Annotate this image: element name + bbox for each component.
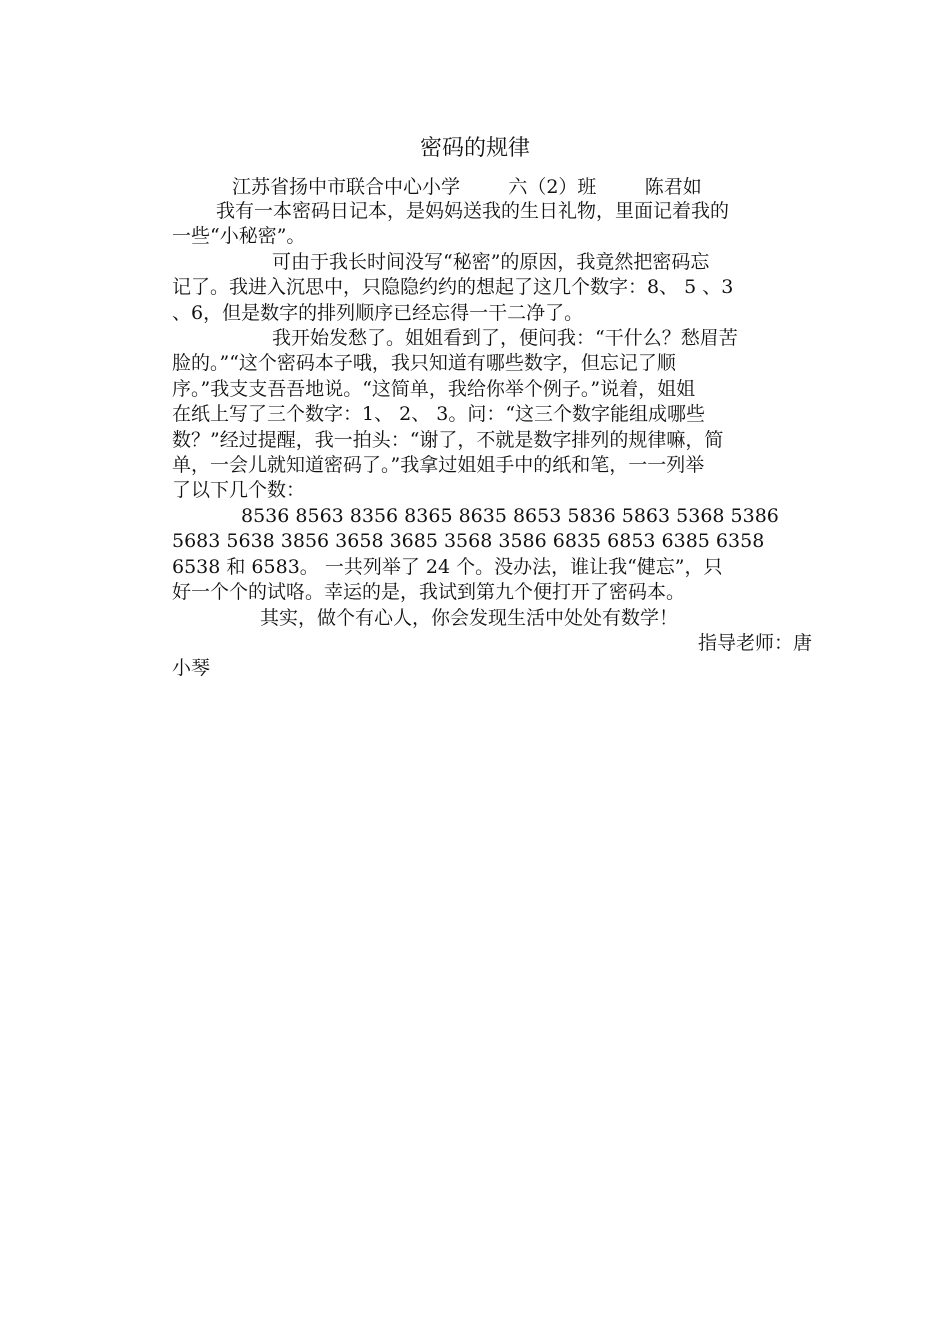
document-body — [172, 199, 812, 682]
number-list-line: 8536 8563 8356 8365 8635 8653 5836 5863 5368 5386 — [241, 504, 779, 527]
body-line: 我有一本密码日记本，是妈妈送我的生日礼物，里面记着我的 — [216, 200, 730, 222]
body-line: 序。”我支支吾吾地说。“这简单，我给你举个例子。”说着，姐姐 — [172, 377, 696, 400]
body-line: 脸的。”“这个密码本子哦，我只知道有哪些数字，但忘记了顺 — [172, 352, 676, 375]
number-list-line: 5683 5638 3856 3658 3685 3568 3586 6835 6853 6385 6358 — [172, 530, 765, 553]
conclusion-line: 其实，做个有心人，你会发现生活中处处有数学！ — [260, 606, 679, 629]
body-line: 单，一会儿就知道密码了。”我拿过姐姐手中的纸和笔，一一列举 — [172, 454, 705, 477]
body-line: 一些“小秘密”。 — [172, 225, 306, 248]
body-line: 、6，但是数字的排列顺序已经忘得一干二净了。 — [172, 301, 584, 324]
body-line: 了以下几个数： — [172, 479, 306, 502]
author-byline: 江苏省扬中市联合中心小学 六（2）班 陈君如 — [232, 176, 702, 198]
body-line: 在纸上写了三个数字：1、 2、 3。问：“这三个数字能组成哪些 — [172, 403, 706, 426]
body-line: 数？”经过提醒，我一拍头：“谢了，不就是数字排列的规律嘛，简 — [172, 428, 724, 451]
document-title: 密码的规律 — [419, 136, 530, 161]
body-line: 6538 和 6583。 一共列举了 24 个。没办法，谁让我“健忘”，只 — [172, 555, 723, 578]
teacher-credit-continued: 小琴 — [172, 657, 211, 680]
body-line: 好一个个的试咯。幸运的是，我试到第九个便打开了密码本。 — [172, 581, 686, 604]
body-line: 记了。我进入沉思中，只隐隐约约的想起了这几个数字：8、 5 、3 — [172, 276, 734, 299]
teacher-credit: 指导老师：唐 — [697, 631, 812, 654]
body-line: 可由于我长时间没写“秘密”的原因，我竟然把密码忘 — [272, 250, 710, 273]
body-line: 我开始发愁了。姐姐看到了，便问我：“干什么？愁眉苦 — [272, 327, 738, 350]
